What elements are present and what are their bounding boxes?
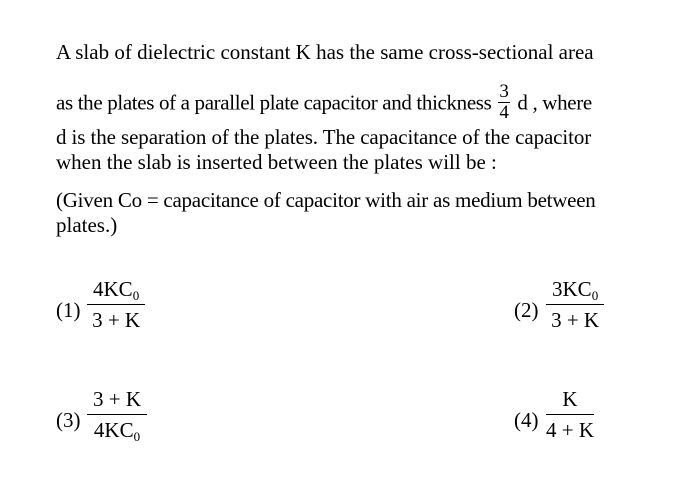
- option-1-numerator-main: 4KC: [93, 277, 133, 301]
- option-4-numerator: [546, 386, 594, 415]
- option-1-label: (1): [56, 298, 81, 322]
- option-3-numerator-main: 3 + K: [93, 387, 142, 411]
- option-2-denominator: [546, 305, 604, 333]
- option-3-fraction: [87, 386, 147, 443]
- question-line-3: d is the separation of the plates. The capacitance of the capacitor: [56, 125, 592, 149]
- option-1-denominator-main: 3 + K: [92, 308, 141, 332]
- option-2-numerator-sub: 0: [591, 288, 599, 303]
- option-4-label: (4): [514, 408, 539, 432]
- option-4-denominator-main: 4 + K: [546, 418, 595, 442]
- option-3-denominator: [87, 415, 147, 443]
- option-4-numerator-main: K: [562, 387, 578, 411]
- option-3-denominator-sub: 0: [133, 429, 141, 444]
- question-line-1: A slab of dielectric constant K has the same cross-sectional area: [56, 40, 594, 64]
- option-4-denominator: [546, 415, 594, 443]
- question-line-6: plates.): [56, 213, 118, 237]
- thickness-fraction: [498, 82, 509, 123]
- option-3-denominator-main: 4KC: [93, 418, 134, 442]
- option-2-numerator-main: 3KC: [552, 277, 592, 301]
- option-3-label: (3): [56, 408, 81, 432]
- question-line-5: (Given Co = capacitance of capacitor with air as medium between: [56, 188, 596, 212]
- option-1-numerator: [87, 276, 145, 305]
- question-line-2: [56, 81, 592, 125]
- thickness-fraction-denominator: 4: [499, 102, 509, 123]
- option-1-numerator-sub: 0: [132, 288, 140, 303]
- option-1-denominator: [87, 305, 145, 333]
- thickness-fraction-numerator: 3: [499, 81, 509, 102]
- option-2-fraction: [546, 276, 604, 333]
- option-4-fraction: [546, 386, 594, 443]
- question-line-4: when the slab is inserted between the plates will be :: [56, 150, 497, 174]
- option-1-fraction: [87, 276, 145, 333]
- option-2-label: (2): [514, 298, 539, 322]
- option-2-denominator-main: 3 + K: [551, 308, 600, 332]
- question-line-2-start: as the plates of a parallel plate capacitor and thickness: [56, 90, 492, 115]
- option-2-numerator: [546, 276, 604, 305]
- question-line-2-end: d , where: [517, 90, 592, 115]
- option-3-numerator: [87, 386, 147, 415]
